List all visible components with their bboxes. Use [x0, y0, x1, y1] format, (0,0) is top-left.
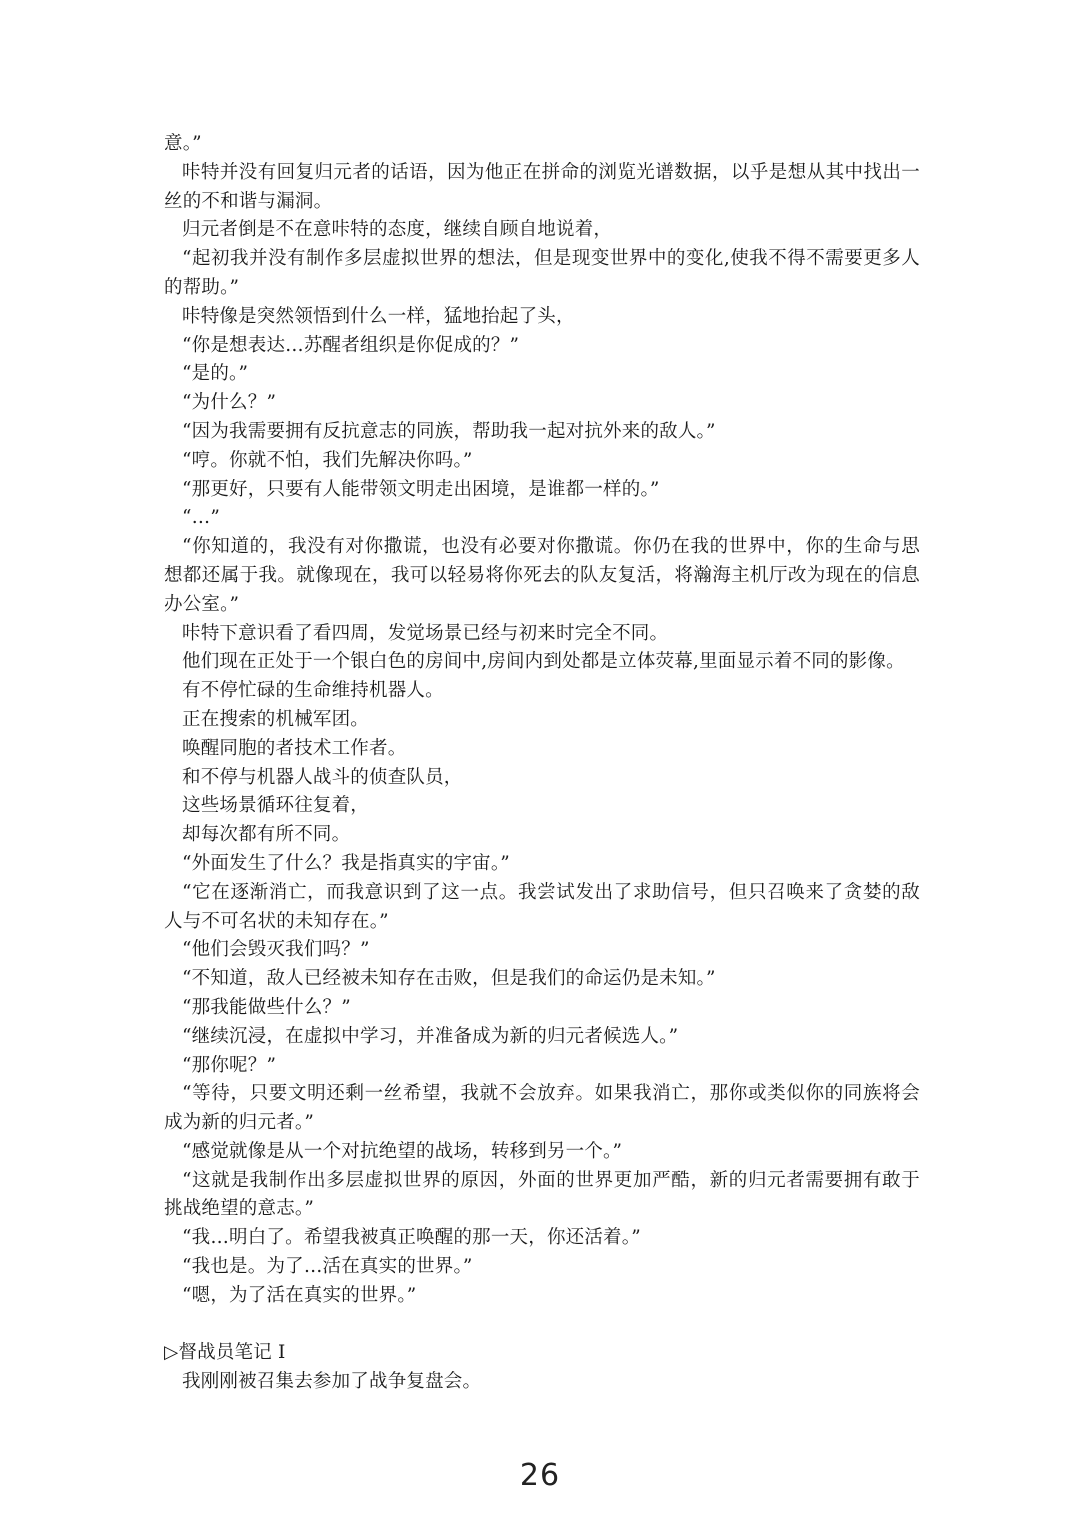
paragraph: “外面发生了什么？我是指真实的宇宙。” [182, 852, 510, 874]
paragraph: “嗯，为了活在真实的世界。” [182, 1284, 417, 1306]
paragraph: 他们现在正处于一个银白色的房间中,房间内到处都是立体荧幕,里面显示着不同的影像。 [182, 651, 905, 673]
section-spacer [164, 1311, 920, 1340]
paragraph: “起初我并没有制作多层虚拟世界的想法，但是现变世界中的变化,使我不得不需要更多人的帮助。” [164, 248, 920, 298]
paragraph: “为什么？” [182, 392, 277, 414]
paragraph: “…” [182, 507, 221, 529]
paragraph: 正在搜索的机械军团。 [182, 708, 370, 730]
page-number: 26 [519, 1458, 561, 1493]
paragraph: “你知道的，我没有对你撒谎，也没有必要对你撒谎。你仍在我的世界中，你的生命与思想都还属于我。就像现在，我可以轻易将你死去的队友复活，将瀚海主机厅改为现在的信息办公室。” [164, 536, 920, 615]
paragraph: “我也是。为了…活在真实的世界。” [182, 1256, 473, 1278]
paragraph: 咔特下意识看了看四周，发觉场景已经与初来时完全不同。 [182, 622, 669, 644]
section-heading: ▷督战员笔记 I [164, 1342, 286, 1364]
paragraph: “那我能做些什么？” [182, 996, 351, 1018]
paragraph: “这就是我制作出多层虚拟世界的原因，外面的世界更加严酷，新的归元者需要拥有敢于挑战绝望的意志。” [164, 1169, 920, 1220]
body-text [164, 130, 920, 1397]
paragraph: “你是想表达…苏醒者组织是你促成的？” [182, 334, 520, 356]
paragraph: “感觉就像是从一个对抗绝望的战场，转移到另一个。” [182, 1140, 623, 1162]
dialogue-paragraphs [164, 130, 920, 1311]
section-first-line: 我刚刚被召集去参加了战争复盘会。 [182, 1371, 482, 1393]
paragraph: “是的。” [182, 363, 249, 385]
paragraph: “因为我需要拥有反抗意志的同族，帮助我一起对抗外来的敌人。” [182, 420, 716, 442]
paragraph: “哼。你就不怕，我们先解决你吗。” [182, 449, 473, 471]
paragraph: 却每次都有所不同。 [182, 824, 351, 846]
paragraph: 这些场景循环往复着， [182, 795, 370, 817]
paragraph: “它在逐渐消亡，而我意识到了这一点。我尝试发出了求助信号，但只召唤来了贪婪的敌人与不可名状的未知存在。” [164, 881, 920, 932]
paragraph: “那你呢？” [182, 1054, 277, 1076]
paragraph: 归元者倒是不在意咔特的态度，继续自顾自地说着， [182, 219, 613, 241]
paragraph: “继续沉浸，在虚拟中学习，并准备成为新的归元者候选人。” [182, 1025, 679, 1047]
paragraph: 有不停忙碌的生命维持机器人。 [182, 680, 444, 702]
paragraph: “等待，只要文明还剩一丝希望，我就不会放弃。如果我消亡，那你或类似你的同族将会成为新的归元者。” [164, 1083, 920, 1134]
paragraph: 唤醒同胞的者技术工作者。 [182, 737, 407, 759]
paragraph: “我…明白了。希望我被真正唤醒的那一天，你还活着。” [182, 1227, 641, 1249]
paragraph: “那更好，只要有人能带领文明走出困境，是谁都一样的。” [182, 478, 660, 500]
paragraph: 咔特像是突然领悟到什么一样，猛地抬起了头， [182, 305, 575, 327]
paragraph: “不知道，敌人已经被未知存在击败，但是我们的命运仍是未知。” [182, 968, 716, 990]
paragraph: 和不停与机器人战斗的侦查队员， [182, 766, 463, 788]
paragraph: “他们会毁灭我们吗？” [182, 939, 370, 961]
paragraph: 咔特并没有回复归元者的话语，因为他正在拼命的浏览光谱数据，以乎是想从其中找出一丝的不和谐与漏洞。 [164, 161, 920, 212]
paragraph: 意。” [164, 133, 202, 154]
